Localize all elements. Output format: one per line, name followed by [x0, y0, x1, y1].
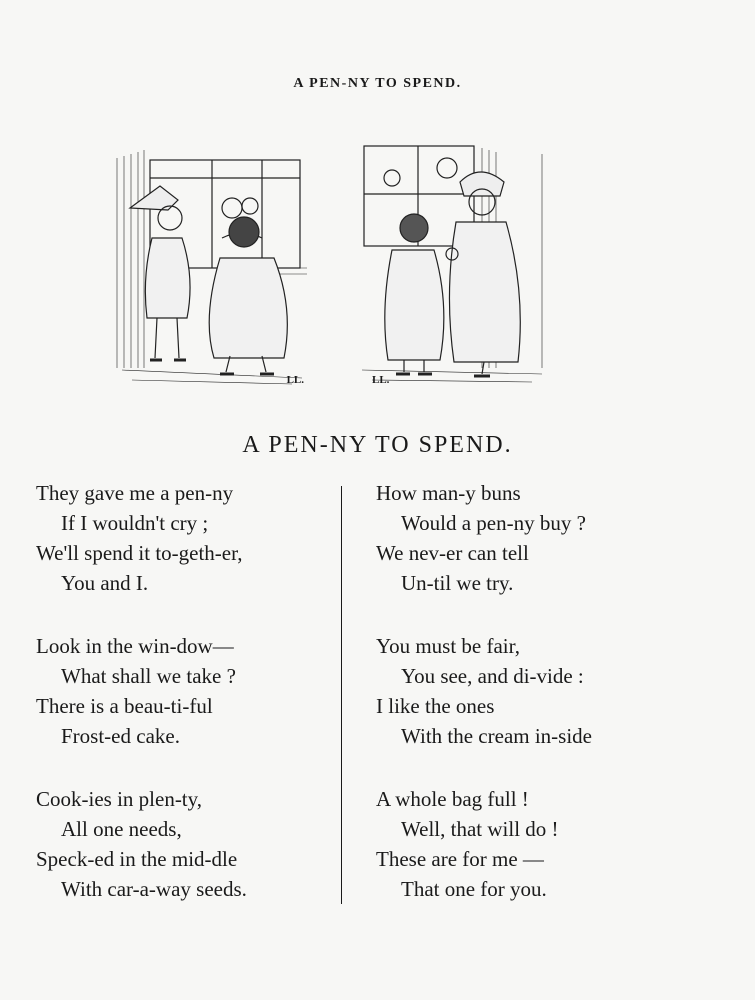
- stanza: [36, 478, 336, 598]
- verse-line: We'll spend it to-geth-er,: [36, 541, 243, 565]
- stanza: [36, 784, 336, 904]
- verse-line: They gave me a pen-ny: [36, 481, 234, 505]
- verse-line: That one for you.: [401, 877, 547, 901]
- stanza: [376, 784, 676, 904]
- stanza: [376, 631, 676, 751]
- verse-line: With the cream in-side: [401, 724, 592, 748]
- poem-column-left: [36, 478, 336, 937]
- stanza: [376, 478, 676, 598]
- poem-title: A PEN-NY TO SPEND.: [242, 432, 513, 458]
- verse-line: With car-a-way seeds.: [61, 877, 247, 901]
- verse-line: We nev-er can tell: [376, 541, 529, 565]
- verse-line: You see, and di-vide :: [401, 664, 584, 688]
- verse-line: Frost-ed cake.: [61, 724, 180, 748]
- verse-line: Would a pen-ny buy ?: [401, 511, 586, 535]
- illustration-children-at-window: [112, 138, 312, 388]
- verse-line: I like the ones: [376, 694, 495, 718]
- illustration-signature: LL.: [286, 374, 304, 386]
- verse-line: A whole bag full !: [376, 787, 529, 811]
- verse-line: Cook-ies in plen-ty,: [36, 787, 203, 811]
- stanza: [36, 631, 336, 751]
- verse-line: Speck-ed in the mid-dle: [36, 847, 238, 871]
- verse-line: You must be fair,: [376, 634, 521, 658]
- children-sharing-engraving: [352, 138, 552, 388]
- verse-line: How man-y buns: [376, 481, 521, 505]
- illustration-signature: LL.: [372, 374, 390, 386]
- verse-line: Un-til we try.: [401, 571, 514, 595]
- verse-line: These are for me —: [376, 847, 544, 871]
- verse-line: There is a beau-ti-ful: [36, 694, 213, 718]
- verse-line: You and I.: [61, 571, 149, 595]
- illustration-children-sharing: [352, 138, 552, 388]
- verse-line: Look in the win-dow—: [36, 634, 234, 658]
- column-divider: [341, 486, 342, 904]
- verse-line: If I wouldn't cry ;: [61, 511, 209, 535]
- children-at-window-engraving: [112, 138, 312, 388]
- verse-line: Well, that will do !: [401, 817, 559, 841]
- verse-line: What shall we take ?: [61, 664, 236, 688]
- running-head: A PEN-NY TO SPEND.: [293, 76, 462, 91]
- poem-column-right: [376, 478, 676, 937]
- verse-line: All one needs,: [61, 817, 182, 841]
